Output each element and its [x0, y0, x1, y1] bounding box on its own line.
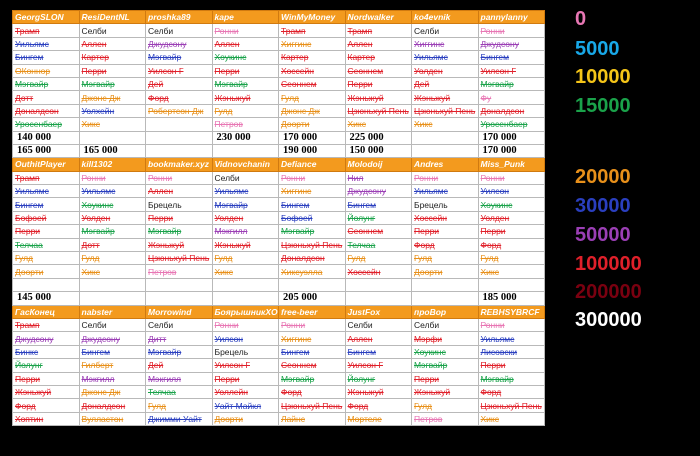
- prediction-cell: Джудсону: [478, 37, 545, 50]
- prediction-cell: Уилсон Г: [146, 64, 213, 77]
- prediction-cell: Хоссейн: [279, 64, 346, 77]
- prediction-cell: Мэгвайр: [478, 77, 545, 90]
- prediction-cell: Жэньжуй: [412, 385, 479, 398]
- prediction-cell: Джимми Уайт: [146, 412, 213, 425]
- prediction-cell: Селби: [146, 318, 213, 331]
- prediction-cell: Уолден: [478, 211, 545, 224]
- prediction-cell: Фу: [478, 91, 545, 104]
- prediction-cell: Ронни: [279, 171, 346, 184]
- participant-name: kape: [212, 11, 279, 24]
- prediction-cell: Робертсон Дж: [146, 104, 213, 117]
- prediction-cell: Гулд: [146, 399, 213, 412]
- prediction-cell: Бофоей: [279, 211, 346, 224]
- prediction-cell: Мэгвайр: [79, 225, 146, 238]
- prediction-cell: Доорти: [13, 265, 80, 278]
- table-row: [13, 91, 545, 104]
- total-value: 165 000: [13, 144, 80, 157]
- participant-name: proshka89: [146, 11, 213, 24]
- prediction-cell: Гулд: [13, 252, 80, 265]
- prediction-cell: Телчаа: [13, 238, 80, 251]
- prediction-cell: Хикс: [345, 118, 412, 131]
- prediction-cell: Уросенбаер: [478, 118, 545, 131]
- participant-name: OuthitPlayer: [13, 158, 80, 171]
- prediction-cell: Петров: [146, 265, 213, 278]
- prediction-cell: Перри: [212, 372, 279, 385]
- participant-name: проВор: [412, 305, 479, 318]
- total-value: 225 000: [345, 131, 412, 144]
- prediction-cell: Гулд: [279, 91, 346, 104]
- prediction-cell: Ронни: [478, 24, 545, 37]
- prediction-cell: Хиггинс: [412, 37, 479, 50]
- prediction-cell: Уилсон Г: [345, 359, 412, 372]
- prediction-cell: Дей: [412, 77, 479, 90]
- prediction-cell: Бингем: [279, 345, 346, 358]
- participant-name: Vidnovchanin: [212, 158, 279, 171]
- table-row: [13, 37, 545, 50]
- prediction-cell: Ронни: [478, 171, 545, 184]
- table-row: [13, 238, 545, 251]
- prediction-cell: Хикс: [478, 265, 545, 278]
- prediction-cell: Уолден: [412, 64, 479, 77]
- prediction-cell: Трамп: [13, 24, 80, 37]
- prediction-cell: Брецель: [412, 198, 479, 211]
- prediction-cell: Брецель: [146, 198, 213, 211]
- prediction-cell: Дей: [146, 359, 213, 372]
- prediction-cell: Уильямс: [13, 185, 80, 198]
- prediction-cell: Аллен: [79, 37, 146, 50]
- prediction-cell: Хикс: [79, 265, 146, 278]
- prediction-cell: Гулд: [412, 252, 479, 265]
- total-value: [412, 292, 479, 305]
- participant-name: GeorgSLON: [13, 11, 80, 24]
- total-value: 150 000: [345, 144, 412, 157]
- table-row: [13, 399, 545, 412]
- prediction-cell: Дей: [146, 77, 213, 90]
- prediction-cell: Лайнс: [279, 412, 346, 425]
- participant-name: Morrowind: [146, 305, 213, 318]
- prediction-cell: ОКоннор: [13, 64, 80, 77]
- prediction-cell: Гулд: [478, 252, 545, 265]
- prediction-cell: Вулластон: [79, 412, 146, 425]
- totals-row: [13, 292, 545, 305]
- prediction-cell: Мэгвайр: [279, 372, 346, 385]
- prediction-cell: Форд: [279, 385, 346, 398]
- prediction-cell: Йолунг: [345, 211, 412, 224]
- total-value: [146, 131, 213, 144]
- prediction-cell: Форд: [478, 385, 545, 398]
- prediction-cell: Ронни: [212, 318, 279, 331]
- prediction-cell: Хиггинс: [279, 37, 346, 50]
- total-value: 185 000: [478, 292, 545, 305]
- total-value: [478, 278, 545, 291]
- prediction-cell: Селби: [412, 24, 479, 37]
- participant-name: Miss_Punk: [478, 158, 545, 171]
- prediction-cell: Ронни: [146, 171, 213, 184]
- prediction-cell: Хикс: [478, 412, 545, 425]
- prediction-cell: Сеоннем: [279, 77, 346, 90]
- prediction-cell: Хоукинс: [412, 345, 479, 358]
- total-value: 230 000: [212, 131, 279, 144]
- prediction-cell: Цзюньхуй Пень: [478, 399, 545, 412]
- prediction-cell: Мэгвайр: [212, 198, 279, 211]
- totals-row: [13, 144, 545, 157]
- prediction-cell: Доналдсон: [279, 252, 346, 265]
- participant-name: ResiDentNL: [79, 11, 146, 24]
- prediction-cell: Аллен: [212, 37, 279, 50]
- prediction-cell: Перри: [13, 372, 80, 385]
- table-row: [13, 318, 545, 331]
- prediction-cell: Сеоннем: [345, 225, 412, 238]
- prediction-cell: Мэгвайр: [146, 225, 213, 238]
- prediction-cell: Селби: [79, 318, 146, 331]
- participant-name: kill1302: [79, 158, 146, 171]
- total-value: 190 000: [279, 144, 346, 157]
- legend-value: 200000: [575, 281, 642, 303]
- prediction-cell: Селби: [345, 318, 412, 331]
- table-row: [13, 104, 545, 117]
- prediction-cell: Уилсон Г: [478, 64, 545, 77]
- prediction-cell: Селби: [79, 24, 146, 37]
- prediction-cell: Ронни: [212, 24, 279, 37]
- participant-name: Nordwalker: [345, 11, 412, 24]
- prediction-cell: Хиггинс: [279, 185, 346, 198]
- legend-value: 300000: [575, 309, 642, 331]
- total-value: [146, 292, 213, 305]
- prediction-cell: Жэньжуй: [345, 385, 412, 398]
- prediction-cell: Перри: [412, 225, 479, 238]
- prediction-cell: Мортеле: [345, 412, 412, 425]
- prediction-cell: Хоптин: [13, 412, 80, 425]
- prediction-cell: Джудсону: [345, 185, 412, 198]
- participant-name: ГасКонец: [13, 305, 80, 318]
- prediction-cell: Доналдсон: [478, 104, 545, 117]
- table-row: [13, 345, 545, 358]
- prediction-cell: Бингем: [79, 345, 146, 358]
- prediction-cell: Доорти: [412, 265, 479, 278]
- table-row: [13, 118, 545, 131]
- prediction-cell: Аллен: [345, 37, 412, 50]
- prediction-cell: Телчаа: [345, 238, 412, 251]
- total-value: [146, 144, 213, 157]
- table-row: [13, 252, 545, 265]
- prediction-cell: Жэньжуй: [345, 91, 412, 104]
- prediction-cell: Гулд: [345, 252, 412, 265]
- totals-row: [13, 131, 545, 144]
- total-value: [79, 131, 146, 144]
- prediction-cell: Уоллейн: [212, 385, 279, 398]
- participant-name: nabster: [79, 305, 146, 318]
- total-value: [412, 278, 479, 291]
- prediction-cell: Бингем: [345, 345, 412, 358]
- prediction-cell: Уилсон: [212, 332, 279, 345]
- prediction-cell: Ронни: [79, 171, 146, 184]
- prediction-cell: Форд: [478, 238, 545, 251]
- prediction-cell: Жэньжуй: [412, 91, 479, 104]
- prediction-cell: Перри: [13, 225, 80, 238]
- prediction-cell: Перри: [345, 77, 412, 90]
- legend-value: 20000: [575, 166, 631, 188]
- prediction-cell: Трамп: [13, 171, 80, 184]
- participants-header-row: [13, 11, 545, 24]
- prediction-cell: Мэгвайр: [412, 359, 479, 372]
- legend-value: 50000: [575, 224, 631, 246]
- prediction-cell: Петров: [412, 412, 479, 425]
- total-value: [212, 292, 279, 305]
- prediction-cell: Уолден: [212, 211, 279, 224]
- total-value: 170 000: [478, 144, 545, 157]
- prediction-cell: Уайт Майкл: [212, 399, 279, 412]
- total-value: [79, 292, 146, 305]
- prediction-cell: Джудсону: [79, 332, 146, 345]
- prediction-cell: Жэньжуй: [212, 238, 279, 251]
- participant-name: REBHSYBRCF: [478, 305, 545, 318]
- total-value: [345, 292, 412, 305]
- prediction-cell: Ронни: [279, 318, 346, 331]
- table-row: [13, 412, 545, 425]
- table-row: [13, 359, 545, 372]
- total-value: [212, 278, 279, 291]
- prediction-cell: Бингем: [345, 198, 412, 211]
- total-value: 165 000: [79, 144, 146, 157]
- prediction-cell: Мэгвайр: [279, 225, 346, 238]
- prediction-cell: Бингем: [13, 51, 80, 64]
- prediction-cell: Перри: [478, 225, 545, 238]
- prediction-cell: [146, 118, 213, 131]
- table-row: [13, 265, 545, 278]
- prediction-cell: Мэгвайр: [146, 345, 213, 358]
- prediction-cell: Селби: [412, 318, 479, 331]
- totals-row: [13, 278, 545, 291]
- table-row: [13, 372, 545, 385]
- prediction-cell: Петров: [212, 118, 279, 131]
- prediction-cell: Хикс: [412, 118, 479, 131]
- participant-name: Molodoij: [345, 158, 412, 171]
- prediction-cell: Хиггинс: [279, 332, 346, 345]
- total-value: [412, 144, 479, 157]
- prediction-cell: Уросенбаер: [13, 118, 80, 131]
- prediction-cell: Уильямс: [212, 185, 279, 198]
- prediction-cell: Цзюньхуй Пень: [146, 252, 213, 265]
- prediction-cell: Перри: [478, 359, 545, 372]
- prediction-cell: Мэгвайр: [13, 77, 80, 90]
- prediction-cell: Сеоннем: [279, 359, 346, 372]
- prediction-cell: Йолунг: [345, 372, 412, 385]
- prediction-cell: Хоукинс: [478, 198, 545, 211]
- prediction-cell: Ронни: [478, 318, 545, 331]
- total-value: [412, 131, 479, 144]
- prediction-cell: Селби: [212, 171, 279, 184]
- legend-value: 15000: [575, 95, 631, 117]
- prediction-cell: Цзюньхуй Пень: [279, 399, 346, 412]
- prediction-cell: Аллен: [345, 332, 412, 345]
- participants-header-row: [13, 305, 545, 318]
- prediction-cell: Доорти: [279, 118, 346, 131]
- prediction-cell: Гулд: [212, 252, 279, 265]
- prediction-cell: Цзюньхуй Пень: [412, 104, 479, 117]
- prediction-cell: Гулд: [412, 399, 479, 412]
- prediction-cell: Уилсон Г: [212, 359, 279, 372]
- prediction-cell: Картер: [279, 51, 346, 64]
- prediction-cell: Мэгвайр: [79, 77, 146, 90]
- total-value: 145 000: [13, 292, 80, 305]
- total-value: 170 000: [478, 131, 545, 144]
- prediction-cell: Бофоей: [13, 211, 80, 224]
- prediction-cell: Цзюньхуй Пень: [345, 104, 412, 117]
- legend-value: 10000: [575, 66, 631, 88]
- prediction-cell: Уильямс: [412, 51, 479, 64]
- prediction-cell: Мэкгилл: [146, 372, 213, 385]
- prediction-cell: Картер: [345, 51, 412, 64]
- prediction-cell: Форд: [345, 399, 412, 412]
- prediction-cell: Брецель: [212, 345, 279, 358]
- participant-name: БоярышникXO: [212, 305, 279, 318]
- prediction-cell: Бингем: [279, 198, 346, 211]
- prediction-cell: Уилсон: [478, 185, 545, 198]
- prediction-cell: Жэньжуй: [212, 91, 279, 104]
- prediction-cell: Перри: [412, 372, 479, 385]
- prediction-cell: Джонс Дж: [79, 385, 146, 398]
- prediction-cell: Гилберт: [79, 359, 146, 372]
- prediction-cell: Аллен: [146, 185, 213, 198]
- prediction-cell: Трамп: [345, 24, 412, 37]
- participant-name: bookmaker.xyz: [146, 158, 213, 171]
- prediction-cell: Мэрфи: [412, 332, 479, 345]
- prediction-cell: Мэкгилл: [79, 372, 146, 385]
- participants-header-row: [13, 158, 545, 171]
- total-value: [212, 144, 279, 157]
- prediction-cell: Джудсону: [146, 37, 213, 50]
- prediction-cell: Селби: [146, 24, 213, 37]
- table-row: [13, 171, 545, 184]
- prediction-cell: Мэгвайр: [212, 77, 279, 90]
- prediction-cell: Мэгвайр: [478, 372, 545, 385]
- prediction-cell: Дитт: [146, 332, 213, 345]
- participant-name: free-beer: [279, 305, 346, 318]
- table-row: [13, 198, 545, 211]
- prediction-cell: Гулд: [212, 104, 279, 117]
- prediction-cell: Хикс: [79, 118, 146, 131]
- total-value: 205 000: [279, 292, 346, 305]
- prediction-cell: Йолунг: [13, 359, 80, 372]
- prediction-cell: Бингем: [13, 198, 80, 211]
- prediction-cell: Дотт: [79, 238, 146, 251]
- prediction-cell: Бингем: [478, 51, 545, 64]
- prediction-cell: Уильямс: [13, 37, 80, 50]
- predictions-table: [12, 10, 545, 426]
- prediction-cell: Мэгвайр: [146, 51, 213, 64]
- prediction-cell: Форд: [146, 91, 213, 104]
- prediction-cell: Джудсону: [13, 332, 80, 345]
- participant-name: WinMyMoney: [279, 11, 346, 24]
- prediction-cell: Уильямс: [478, 332, 545, 345]
- table-row: [13, 385, 545, 398]
- prediction-cell: Уильямс: [412, 185, 479, 198]
- table-row: [13, 332, 545, 345]
- prediction-cell: Перри: [146, 211, 213, 224]
- prediction-cell: Уильямс: [79, 185, 146, 198]
- prediction-cell: Цзюньхуй Пень: [279, 238, 346, 251]
- predictions-sheet: [12, 10, 545, 426]
- prediction-cell: Нил: [345, 171, 412, 184]
- participant-name: Defiance: [279, 158, 346, 171]
- prediction-cell: Дотт: [13, 91, 80, 104]
- total-value: [146, 278, 213, 291]
- prediction-cell: Хоссейн: [345, 265, 412, 278]
- prediction-cell: Лисовски: [478, 345, 545, 358]
- participant-name: Andres: [412, 158, 479, 171]
- prediction-cell: Мэкгилл: [212, 225, 279, 238]
- legend-value: 30000: [575, 195, 631, 217]
- prediction-cell: Форд: [412, 238, 479, 251]
- participant-name: JustFox: [345, 305, 412, 318]
- prediction-cell: Хиксуэлла: [279, 265, 346, 278]
- table-row: [13, 64, 545, 77]
- legend-value: 100000: [575, 253, 642, 275]
- prediction-cell: Телчаа: [146, 385, 213, 398]
- table-row: [13, 77, 545, 90]
- prediction-cell: Уолхейн: [79, 104, 146, 117]
- table-row: [13, 24, 545, 37]
- prediction-cell: Картер: [79, 51, 146, 64]
- prediction-cell: Ронни: [412, 171, 479, 184]
- total-value: 170 000: [279, 131, 346, 144]
- prediction-cell: Перри: [212, 64, 279, 77]
- table-row: [13, 211, 545, 224]
- prediction-cell: Джонс Дж: [79, 91, 146, 104]
- prediction-cell: Жэньжуй: [146, 238, 213, 251]
- table-row: [13, 185, 545, 198]
- legend-value: 0: [575, 8, 587, 30]
- prediction-cell: Гулд: [79, 252, 146, 265]
- prediction-cell: Доналдсон: [79, 399, 146, 412]
- prediction-cell: Сеоннем: [345, 64, 412, 77]
- prediction-cell: Форд: [13, 399, 80, 412]
- table-row: [13, 51, 545, 64]
- prediction-cell: Жэньжуй: [13, 385, 80, 398]
- table-row: [13, 225, 545, 238]
- prediction-cell: Хикс: [212, 265, 279, 278]
- participant-name: pannylanny: [478, 11, 545, 24]
- prediction-cell: Трамп: [13, 318, 80, 331]
- prediction-cell: Уолден: [79, 211, 146, 224]
- prediction-cell: Перри: [79, 64, 146, 77]
- total-value: [13, 278, 80, 291]
- prediction-cell: Джонс Дж: [279, 104, 346, 117]
- total-value: [345, 278, 412, 291]
- total-value: [79, 278, 146, 291]
- prediction-cell: Трамп: [279, 24, 346, 37]
- prediction-cell: Хоукинс: [79, 198, 146, 211]
- prediction-cell: Доналдсон: [13, 104, 80, 117]
- prediction-cell: Бинкс: [13, 345, 80, 358]
- legend-value: 5000: [575, 38, 620, 60]
- prediction-cell: Хоссейн: [412, 211, 479, 224]
- participant-name: ko4evnik: [412, 11, 479, 24]
- total-value: [279, 278, 346, 291]
- prediction-cell: Доорти: [212, 412, 279, 425]
- total-value: 140 000: [13, 131, 80, 144]
- prediction-cell: Хоукинс: [212, 51, 279, 64]
